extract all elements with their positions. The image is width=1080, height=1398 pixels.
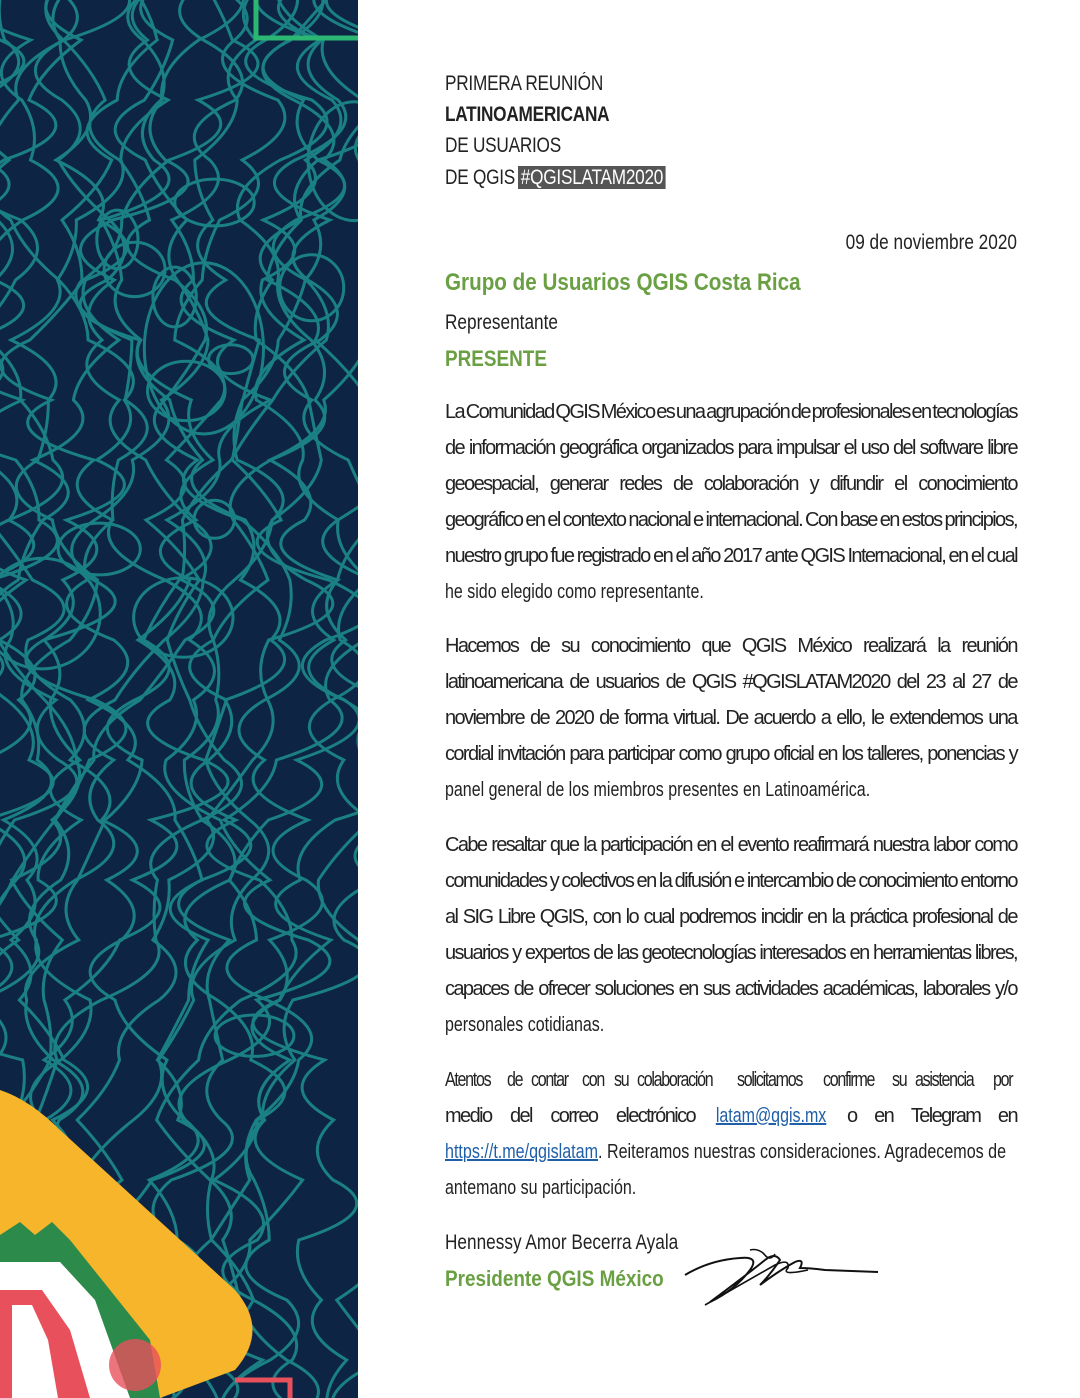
paragraph-line <box>445 430 1017 466</box>
word: geoespacial, <box>445 473 539 495</box>
paragraph-4-line <box>445 1062 1017 1098</box>
word: del <box>896 671 919 693</box>
word: y <box>1008 743 1017 765</box>
word: Cabe <box>445 834 487 856</box>
word: nacional <box>628 509 691 531</box>
word: grupo <box>503 545 548 567</box>
paragraph-4-line <box>445 1098 1017 1134</box>
word: su <box>891 1069 907 1091</box>
word: #QGISLATAM2020 <box>742 671 890 693</box>
word: para <box>737 437 772 459</box>
word: sus <box>703 978 730 1000</box>
word: evento <box>737 834 789 856</box>
word: generar <box>549 473 608 495</box>
word: conocimiento <box>918 473 1017 495</box>
paragraph-line <box>445 502 1017 538</box>
word: nuestro <box>445 545 501 567</box>
word: interesados <box>759 942 846 964</box>
word: participar <box>607 743 674 765</box>
word: 27 <box>971 671 991 693</box>
word: estos <box>901 509 942 531</box>
word: práctica <box>849 906 907 928</box>
word: software <box>919 437 983 459</box>
word: soluciones <box>594 978 674 1000</box>
word: información <box>468 437 555 459</box>
word: el <box>547 509 560 531</box>
paragraph-last-line-text: he sido elegido como representante. <box>445 581 704 603</box>
qgis-badge-graphic <box>0 1085 290 1398</box>
word: colaboración <box>637 1069 713 1091</box>
paragraph-2 <box>445 628 1017 808</box>
word: que <box>549 834 579 856</box>
word: en <box>948 545 968 567</box>
word: geográfica <box>559 437 637 459</box>
word: QGIS <box>741 635 786 657</box>
word: expertos <box>524 942 589 964</box>
word: de <box>529 707 550 729</box>
contour-ring <box>175 179 254 226</box>
word: y <box>549 870 559 892</box>
hashtag-badge: #QGISLATAM2020 <box>518 166 665 189</box>
word: ello, <box>836 707 865 729</box>
word: ante <box>764 545 798 567</box>
word: la <box>937 635 950 657</box>
word: impulsar <box>776 437 839 459</box>
word: difusión <box>674 870 731 892</box>
word: del <box>509 1105 532 1127</box>
word: del <box>892 437 915 459</box>
word: extendemos <box>889 707 983 729</box>
signer-name: Hennessy Amor Becerra Ayala <box>445 1231 679 1254</box>
paragraph-line <box>445 971 1017 1007</box>
word: talleres, <box>866 743 923 765</box>
word: que <box>701 635 730 657</box>
word: uso <box>860 437 889 459</box>
word: en <box>696 834 716 856</box>
word: acuerdo <box>753 707 815 729</box>
word: con <box>581 1069 604 1091</box>
word: reafirmará <box>792 834 869 856</box>
contour-line <box>221 0 358 1398</box>
paragraph-last-line-text: panel general de los miembros presentes en Latinoamérica. <box>445 779 871 801</box>
header-line-1: PRIMERA REUNIÓN <box>445 72 604 95</box>
signer-title: Presidente QGIS México <box>445 1266 664 1291</box>
word: le <box>870 707 884 729</box>
word: internacional. <box>705 509 803 531</box>
word: en <box>807 906 827 928</box>
word: el <box>675 545 688 567</box>
word: lo <box>625 906 639 928</box>
paragraph-line <box>445 394 1017 430</box>
handwritten-signature <box>680 1240 880 1310</box>
word: solicitamos <box>736 1069 802 1091</box>
word: México <box>600 401 655 423</box>
word: Con <box>805 509 837 531</box>
word: comunidades <box>445 870 547 892</box>
word: de <box>593 942 613 964</box>
paragraph-line <box>445 574 1017 610</box>
word: podremos <box>679 906 756 928</box>
word: año <box>691 545 720 567</box>
word: libre <box>987 437 1017 459</box>
word: en <box>997 1105 1017 1127</box>
word: México <box>797 635 852 657</box>
word: capaces <box>445 978 509 1000</box>
word: de <box>445 437 465 459</box>
paragraph-1 <box>445 394 1017 610</box>
word: laborales <box>922 978 990 1000</box>
word: la <box>658 870 672 892</box>
word: la <box>831 906 845 928</box>
word: principios, <box>944 509 1017 531</box>
word: en <box>817 743 837 765</box>
word: conocimiento <box>858 870 957 892</box>
word: es <box>656 401 675 423</box>
word: Libre <box>497 906 535 928</box>
word: Internacional, <box>847 545 946 567</box>
word: de <box>997 906 1017 928</box>
paragraph-4-line <box>445 1170 1017 1206</box>
word: grupo <box>725 743 769 765</box>
word: La <box>445 401 465 423</box>
word: de <box>997 671 1017 693</box>
word: oficial <box>773 743 814 765</box>
word: y/o <box>995 978 1017 1000</box>
paragraph-4-line-3-text: . Reiteramos nuestras consideraciones. Agradecemos de <box>598 1141 1007 1163</box>
word: De <box>725 707 748 729</box>
header-line-3: DE USUARIOS <box>445 134 561 157</box>
header-line-2: LATINOAMERICANA <box>445 103 610 126</box>
word: de <box>506 1069 522 1091</box>
paragraph-4 <box>445 1062 1017 1206</box>
word: actividades <box>734 978 818 1000</box>
word: de <box>599 707 619 729</box>
email-link[interactable]: latam@qgis.mx <box>715 1105 827 1127</box>
word: herramientas <box>872 942 971 964</box>
word: QGIS <box>555 401 599 423</box>
word: resaltar <box>491 834 546 856</box>
word: el <box>970 545 984 567</box>
telegram-link[interactable]: https://t.me/qgislatam <box>445 1141 599 1163</box>
word: nuestra <box>872 834 929 856</box>
word: por <box>992 1069 1013 1091</box>
word: en <box>678 978 698 1000</box>
word: virtual. <box>673 707 720 729</box>
word: 2017 <box>723 545 762 567</box>
word: Telegram <box>910 1105 981 1127</box>
word: los <box>841 743 863 765</box>
word: correo <box>550 1105 598 1127</box>
word: colectivos <box>561 870 634 892</box>
word: cual <box>643 906 674 928</box>
word: e <box>734 870 744 892</box>
word: en <box>911 401 931 423</box>
paragraph-line <box>445 863 1017 899</box>
word: en <box>879 509 899 531</box>
word: geotecnologías <box>641 942 756 964</box>
contour-map-panel <box>0 0 358 1398</box>
word: 2020 <box>555 707 594 729</box>
word: como <box>974 834 1017 856</box>
word: en <box>636 870 656 892</box>
word: libres, <box>974 942 1017 964</box>
word: una <box>675 401 705 423</box>
paragraph-line <box>445 899 1017 935</box>
addressee-role: Representante <box>445 311 558 334</box>
word: invitación <box>497 743 565 765</box>
word: cordial <box>445 743 493 765</box>
word: su <box>614 1069 629 1091</box>
paragraph-line <box>445 538 1017 574</box>
letter-date: 09 de noviembre 2020 <box>845 231 1017 254</box>
word: para <box>569 743 603 765</box>
word: profesional <box>912 906 993 928</box>
word: QGIS <box>691 671 736 693</box>
word: base <box>839 509 877 531</box>
word: cual <box>986 545 1017 567</box>
word: las <box>616 942 638 964</box>
word: SIG <box>462 906 493 928</box>
paragraph-4-line-4-text: antemano su participación. <box>445 1177 637 1199</box>
word: de <box>665 671 685 693</box>
word: al <box>952 671 965 693</box>
word: e <box>693 509 703 531</box>
word: y <box>809 473 818 495</box>
contour-ring <box>209 345 253 374</box>
word: la <box>583 834 596 856</box>
word: forma <box>624 707 668 729</box>
word: de <box>790 401 810 423</box>
header-line-4 <box>445 166 666 190</box>
word: tecnologías <box>932 401 1017 423</box>
word: agrupación <box>706 401 790 423</box>
header-line-4-text: DE QGIS <box>445 166 516 189</box>
paragraph-line <box>445 700 1017 736</box>
paragraph-line <box>445 736 1017 772</box>
word: al <box>445 906 458 928</box>
word: QGIS, <box>539 906 588 928</box>
word: entorno <box>960 870 1017 892</box>
word: una <box>988 707 1017 729</box>
paragraph-line <box>445 1007 1017 1043</box>
word: participación <box>600 834 692 856</box>
addressee: Grupo de Usuarios QGIS Costa Rica <box>445 269 801 296</box>
word: el <box>894 473 907 495</box>
word: como <box>678 743 721 765</box>
presente-label: PRESENTE <box>445 346 547 371</box>
word: organizados <box>641 437 733 459</box>
paragraph-4-line <box>445 1134 1017 1170</box>
word: a <box>820 707 831 729</box>
word: difundir <box>829 473 883 495</box>
word: labor <box>933 834 970 856</box>
word: o <box>847 1105 857 1127</box>
word: conocimiento <box>590 635 690 657</box>
word: intercambio <box>746 870 833 892</box>
word: confirme <box>822 1069 875 1091</box>
word: el <box>720 834 733 856</box>
word: académicas, <box>822 978 918 1000</box>
word: reunión <box>961 635 1017 657</box>
word: en <box>525 509 545 531</box>
word: geográfico <box>445 509 523 531</box>
word: en <box>653 545 673 567</box>
contour-pattern <box>0 0 358 1398</box>
word: ponencias <box>927 743 1004 765</box>
word: Hacemos <box>445 635 519 657</box>
word: electrónico <box>615 1105 695 1127</box>
paragraph-line <box>445 628 1017 664</box>
word: latinoamericana <box>445 671 563 693</box>
paragraph-last-line-text: personales cotidianas. <box>445 1014 605 1036</box>
word: con <box>592 906 621 928</box>
word: su <box>561 635 580 657</box>
word: y <box>512 942 521 964</box>
word: redes <box>619 473 662 495</box>
word: Atentos <box>445 1069 491 1091</box>
word: profesionales <box>811 401 910 423</box>
word: de <box>672 473 692 495</box>
word: en <box>849 942 869 964</box>
word: colaboración <box>703 473 798 495</box>
word: ofrecer <box>538 978 590 1000</box>
word: realizará <box>863 635 926 657</box>
word: contexto <box>562 509 626 531</box>
paragraph-line <box>445 772 1017 808</box>
word: incidir <box>760 906 802 928</box>
word: fue <box>550 545 574 567</box>
word: el <box>843 437 856 459</box>
paragraph-line <box>445 827 1017 863</box>
word: QGIS <box>800 545 845 567</box>
word: en <box>874 1105 894 1127</box>
word: usuarios <box>445 942 508 964</box>
word: usuarios <box>595 671 659 693</box>
paragraph-line <box>445 664 1017 700</box>
word: medio <box>445 1105 492 1127</box>
paragraph-3 <box>445 827 1017 1043</box>
word: de <box>569 671 589 693</box>
word: de <box>530 635 550 657</box>
word: asistencia <box>914 1069 974 1091</box>
word: contar <box>530 1069 568 1091</box>
letter <box>445 0 1017 1398</box>
word: 23 <box>925 671 945 693</box>
word: de <box>513 978 533 1000</box>
paragraph-line <box>445 935 1017 971</box>
word: registrado <box>576 545 650 567</box>
paragraph-line <box>445 466 1017 502</box>
word: noviembre <box>445 707 524 729</box>
word: de <box>835 870 856 892</box>
word: Comunidad <box>465 401 554 423</box>
